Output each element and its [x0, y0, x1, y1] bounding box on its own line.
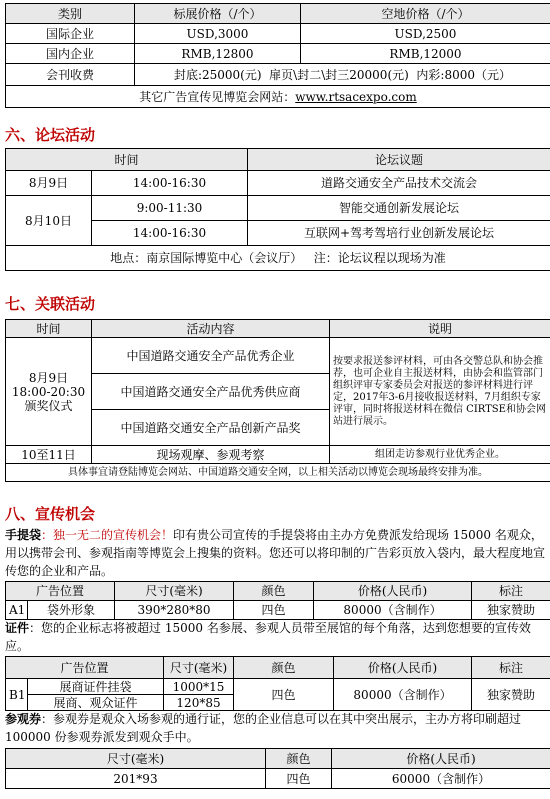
related-footer: 具体事宜请登陆博览会网站、中国道路交通安全网，以上相关活动以博览会现场最终安排为准。	[6, 464, 550, 482]
cert-header-price: 价格(人民币)	[334, 657, 472, 679]
cert-note: 独家赞助	[472, 679, 550, 711]
bag-description: 印有贵公司宣传的手提袋将由主办方免费派发给现场 15000 名观众，用以携带会刊、参观指南等博览会上搜集的资料。您还可以将印制的广告彩页放入袋内，最大程度地宣传您的企业和产品。	[5, 528, 546, 578]
journal-label: 会刊收费	[6, 64, 135, 86]
promo-heading: 八、宣传机会	[5, 505, 96, 523]
journal-fees: 封底:25000(元) 扉页\封二\封三20000(元) 内彩:8000（元）	[135, 64, 550, 86]
cert-price: 80000（含制作）	[334, 679, 472, 711]
ceremony-date: 8月9日	[28, 370, 69, 385]
related-table	[5, 319, 550, 482]
category-international: 国际企业	[6, 24, 135, 44]
ticket-price: 60000（含制作）	[332, 769, 550, 789]
header-standard-price: 标展价格（/个）	[135, 4, 301, 24]
bag-position: 袋外形象	[28, 601, 115, 620]
ticket-header-price: 价格(人民币)	[332, 749, 550, 769]
ticket-color: 四色	[266, 769, 332, 789]
dom-standard-price: RMB,12800	[135, 44, 301, 64]
related-header-note: 说明	[330, 320, 550, 338]
award-item: 中国道路交通安全产品优秀企业	[92, 338, 330, 374]
visit-activity: 现场观摩、参观考察	[92, 446, 330, 464]
cert-ad-table	[5, 656, 550, 711]
cert-description: ：您的企业标志将被超过 15000 名参展、参观人员带至展馆的每个角落，达到您想要的宣传效应。	[5, 621, 531, 653]
category-domestic: 国内企业	[6, 44, 135, 64]
forum-header-topic: 论坛议题	[248, 149, 550, 171]
forum-topic: 互联网+驾考驾培行业创新发展论坛	[248, 221, 550, 246]
bag-code: A1	[6, 601, 28, 620]
cert-title: 证件	[5, 621, 30, 635]
ticket-size: 201*93	[6, 769, 266, 789]
header-category: 类别	[6, 4, 135, 24]
bag-price: 80000（含制作）	[314, 601, 472, 620]
bag-paragraph	[5, 526, 550, 580]
award-note: 按要求报送参评材料，可由各交警总队和协会推荐，也可企业自主报送材料，由协会和监管部门组织评审专家委员会对报送的参评材料进行评定，2017年3-6月接收报送材料，7月组织专家评审，同时将报送材料在微信 CIRTSE和协会网站进行展示。	[330, 338, 550, 446]
related-heading: 七、关联活动	[5, 295, 96, 313]
forum-header-time: 时间	[6, 149, 248, 171]
ticket-paragraph	[5, 710, 550, 746]
ticket-title: 参观券	[5, 712, 42, 726]
header-space-price: 空地价格（/个）	[301, 4, 550, 24]
intl-standard-price: USD,3000	[135, 24, 301, 44]
bag-highlight: ：独一无二的宣传机会！	[41, 528, 174, 542]
forum-time: 9:00-11:30	[92, 196, 248, 221]
cert-header-note: 标注	[472, 657, 550, 679]
bag-title: 手提袋	[5, 528, 42, 542]
cert-position: 展商证件挂袋	[28, 679, 164, 695]
forum-heading: 六、论坛活动	[5, 126, 96, 144]
ceremony-name: 颁奖仪式	[24, 398, 73, 413]
other-ads-text: 其它广告宣传见博览会网站：	[139, 89, 296, 104]
ticket-header-color: 颜色	[266, 749, 332, 769]
related-header-time: 时间	[6, 320, 92, 338]
ceremony-time: 18:00-20:30	[11, 384, 86, 399]
bag-header-size: 尺寸(毫米)	[115, 582, 234, 601]
cert-size: 120*85	[164, 695, 234, 711]
ceremony-cell	[6, 338, 92, 446]
award-item: 中国道路交通安全产品优秀供应商	[92, 374, 330, 410]
cert-header-size: 尺寸(毫米)	[164, 657, 234, 679]
bag-size: 390*280*80	[115, 601, 234, 620]
bag-header-color: 颜色	[234, 582, 314, 601]
visit-note: 组团走访参观行业优秀企业。	[330, 446, 550, 464]
cert-position: 展商、观众证件	[28, 695, 164, 711]
expo-website-link[interactable]: www.rtsacexpo.com	[295, 89, 417, 104]
cert-paragraph	[5, 619, 550, 655]
bag-header-position: 广告位置	[6, 582, 115, 601]
forum-day1: 8月9日	[6, 171, 92, 196]
bag-header-note: 标注	[472, 582, 550, 601]
forum-table	[5, 148, 550, 271]
booth-price-table	[5, 3, 550, 108]
forum-time: 14:00-16:30	[92, 171, 248, 196]
forum-day2: 8月10日	[6, 196, 92, 246]
award-item: 中国道路交通安全产品创新产品奖	[92, 410, 330, 446]
dom-space-price: RMB,12000	[301, 44, 550, 64]
cert-code: B1	[6, 679, 28, 711]
other-ads-note	[6, 86, 550, 108]
visit-date: 10至11日	[6, 446, 92, 464]
bag-header-price: 价格(人民币)	[314, 582, 472, 601]
forum-topic: 智能交通创新发展论坛	[248, 196, 550, 221]
forum-time: 14:00-16:30	[92, 221, 248, 246]
ticket-header-size: 尺寸(毫米)	[6, 749, 266, 769]
cert-color: 四色	[234, 679, 334, 711]
forum-topic: 道路交通安全产品技术交流会	[248, 171, 550, 196]
forum-venue-note: 地点：南京国际博览中心（会议厅） 注：论坛议程以现场为准	[6, 246, 550, 271]
ticket-description: ：参观券是观众入场参观的通行证，您的企业信息可以在其中突出展示，主办方将印刷超过 100000 份参观券派发到观众手中。	[5, 712, 522, 744]
related-header-activity: 活动内容	[92, 320, 330, 338]
ticket-ad-table	[5, 748, 550, 789]
cert-header-color: 颜色	[234, 657, 334, 679]
cert-size: 1000*15	[164, 679, 234, 695]
intl-space-price: USD,2500	[301, 24, 550, 44]
bag-color: 四色	[234, 601, 314, 620]
cert-header-position: 广告位置	[6, 657, 164, 679]
bag-note: 独家赞助	[472, 601, 550, 620]
bag-ad-table	[5, 581, 550, 620]
